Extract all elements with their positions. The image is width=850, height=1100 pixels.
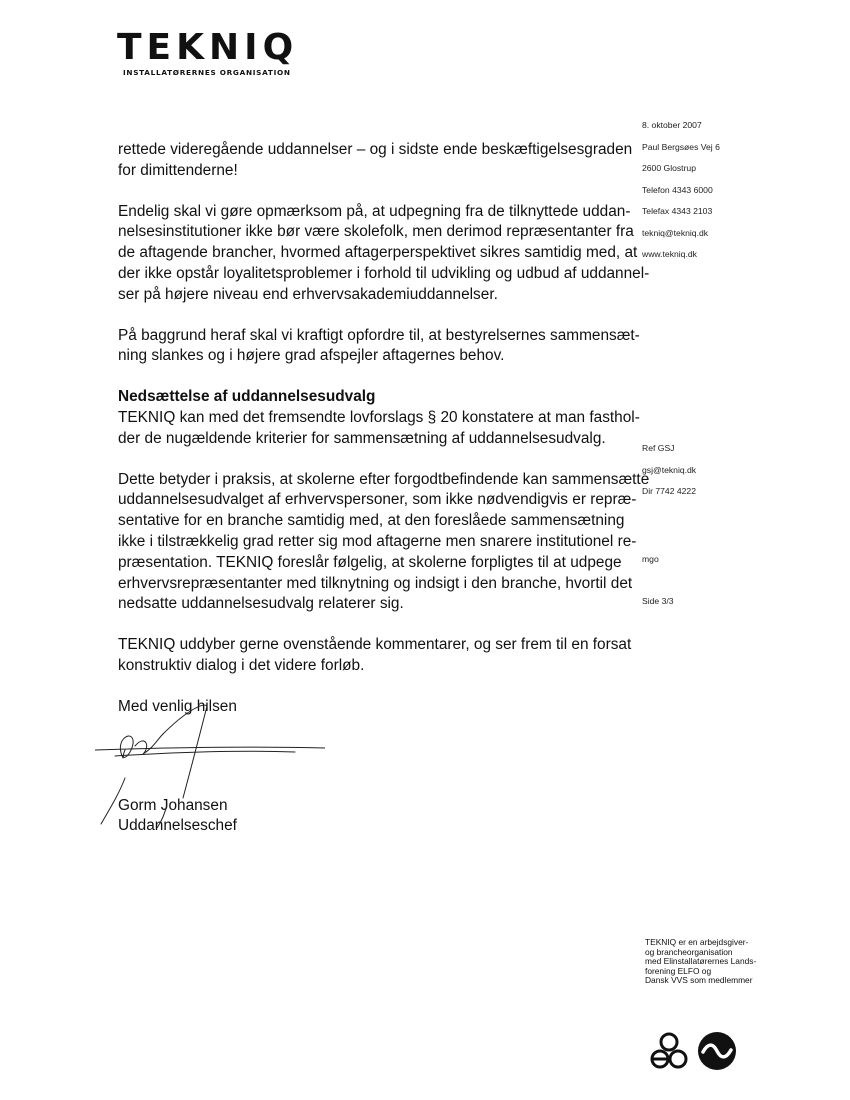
signer-title: Uddannelseschef — [118, 817, 237, 835]
letter-date: 8. oktober 2007 — [642, 120, 702, 130]
sender-address-block — [642, 120, 792, 271]
page-number-block — [642, 596, 792, 618]
address-city: 2600 Glostrup — [642, 163, 696, 173]
logo-tagline: INSTALLATØRERNES ORGANISATION — [123, 68, 291, 77]
initials-block — [642, 554, 792, 576]
logo-wordmark: TEKNIQ — [117, 27, 299, 68]
text-line: der de nugældende kriterier for sammensætning af uddannelsesudvalg. — [118, 429, 606, 447]
paragraph-5 — [118, 470, 650, 616]
direct-phone: Dir 7742 4222 — [642, 486, 696, 496]
closing-greeting: Med venlig hilsen — [118, 697, 237, 715]
page-number: Side 3/3 — [642, 596, 674, 606]
dansk-vvs-mark-icon — [698, 1032, 736, 1070]
note-line: forening ELFO og — [645, 965, 712, 976]
fax-number: Telefax 4343 2103 — [642, 206, 713, 216]
text-line: sentative for en branche samtidig med, at den foreslåede sammensætning — [118, 512, 625, 530]
typist-initials: mgo — [642, 554, 659, 564]
signer-name: Gorm Johansen — [118, 796, 228, 814]
email-address: tekniq@tekniq.dk — [642, 227, 709, 238]
text-line: præsentation. TEKNIQ foreslår følgelig, at skolerne forpligtes til at udpege — [118, 553, 622, 571]
website-address: www.tekniq.dk — [642, 249, 697, 259]
text-line: TEKNIQ kan med det fremsendte lovforslags § 20 konstatere at man fasthol- — [118, 408, 640, 426]
text-line: erhvervsrepræsentanter med tilknytning og indsigt i den branche, hvortil det — [118, 574, 633, 592]
paragraph-1 — [118, 140, 633, 182]
note-line: TEKNIQ er en arbejdsgiver- — [645, 937, 749, 947]
reference-block — [642, 443, 792, 508]
paragraph-4 — [118, 387, 640, 449]
text-line: Endelig skal vi gøre opmærksom på, at udpegning fra de tilknyttede uddan- — [118, 202, 631, 220]
text-line: der ikke opstår loyalitetsproblemer i forhold til udvikling og udbud af uddannel- — [118, 264, 650, 282]
note-line: med Elinstallatørernes Lands- — [645, 956, 757, 967]
paragraph-6 — [118, 635, 632, 677]
letter-body — [118, 140, 650, 837]
text-line: ning slankes og i højere grad afspejler aftagernes behov. — [118, 347, 505, 365]
organisation-note — [645, 938, 805, 986]
text-line: konstruktiv dialog i det videre forløb. — [118, 656, 365, 674]
note-line: og brancheorganisation — [645, 946, 733, 957]
text-line: nedsatte uddannelsesudvalg relaterer sig. — [118, 595, 404, 613]
text-line: På baggrund heraf skal vi kraftigt opfordre til, at bestyrelsernes sammensæt- — [118, 326, 640, 344]
text-line: ser på højere niveau end erhvervsakademiuddannelser. — [118, 285, 498, 303]
paragraph-3 — [118, 326, 640, 368]
reference-email: gsj@tekniq.dk — [642, 464, 697, 475]
paragraph-2 — [118, 202, 650, 306]
text-line: for dimittenderne! — [118, 161, 238, 179]
reference: Ref GSJ — [642, 443, 675, 453]
text-line: uddannelsesudvalget af erhvervspersoner, som ikke nødvendigvis er repræ- — [118, 491, 637, 509]
address-street: Paul Bergsøes Vej 6 — [642, 141, 720, 152]
text-line: Dette betyder i praksis, at skolerne efter forgodtbefindende kan sammensætte — [118, 470, 650, 488]
elfo-mark-icon — [652, 1034, 686, 1067]
text-line: rettede videregående uddannelser – og i sidste ende beskæftigelsesgraden — [118, 141, 633, 158]
text-line: de aftagende brancher, hvormed aftagerperspektivet sikres samtidig med, at — [118, 244, 638, 262]
note-line: Dansk VVS som medlemmer — [645, 975, 753, 986]
text-line: nelsesinstitutioner ikke bør være skolefolk, men derimod repræsentanter fra — [118, 223, 634, 241]
text-line: ikke i tilstrækkelig grad retter sig mod aftagerne men snarere institutionel re- — [118, 532, 637, 550]
text-line: TEKNIQ uddyber gerne ovenstående kommentarer, og ser frem til en forsat — [118, 636, 632, 654]
section-heading: Nedsættelse af uddannelsesudvalg — [118, 388, 376, 406]
phone-number: Telefon 4343 6000 — [642, 184, 713, 195]
member-logos — [645, 1030, 740, 1080]
tekniq-logo — [117, 28, 317, 77]
signer-block — [118, 796, 623, 838]
